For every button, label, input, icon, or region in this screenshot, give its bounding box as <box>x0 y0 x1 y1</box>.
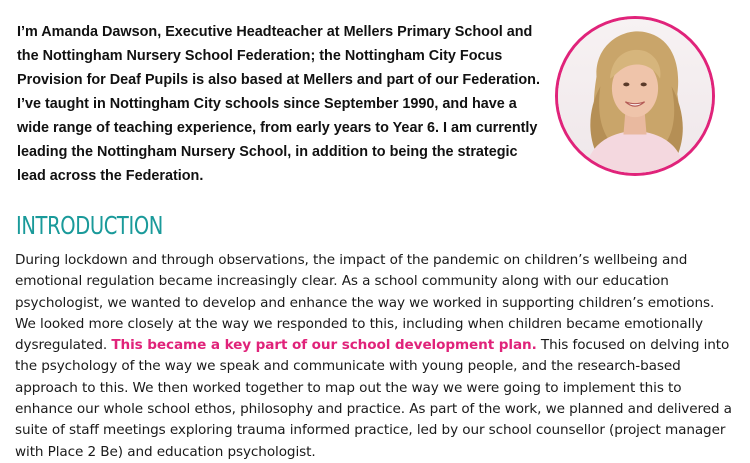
introduction-paragraph <box>15 250 737 463</box>
author-portrait <box>555 16 715 176</box>
portrait-photo <box>558 19 712 173</box>
intro-text-before: During lockdown and through observations, the impact of the pandemic on children’s wellbeing and emotional regulation became increasingly clear. As a school community along with our education psychologist, we wanted to develop and enhance the way we worked in supporting children’s emotions. We looked more closely at the way we responded to this, including when children became emotionally dysregulated. <box>15 252 715 354</box>
intro-text-after: This focused on delving into the psychology of the way we speak and communicate with young people, and the research-based approach to this. We then worked together to map out the way we were going to implement this to enhance our whole school ethos, philosophy and practice. As part of the work, we planned and delivered a suite of staff meetings exploring trauma informed practice, led by our school counsellor (project manager with Place 2 Be) and education psychologist. <box>15 337 732 460</box>
intro-highlight: This became a key part of our school development plan. <box>111 337 537 354</box>
section-heading-introduction: INTRODUCTION <box>16 211 163 240</box>
author-bio: I’m Amanda Dawson, Executive Headteacher at Mellers Primary School and the Nottingham Nursery School Federation; the Nottingham City Focus Provision for Deaf Pupils is also based at Mellers and part of our Federation. I’ve taught in Nottingham City schools since September 1990, and have a wide range of teaching experience, from early years to Year 6. I am currently leading the Nottingham Nursery School, in addition to being the strategic lead across the Federation. <box>17 24 540 184</box>
